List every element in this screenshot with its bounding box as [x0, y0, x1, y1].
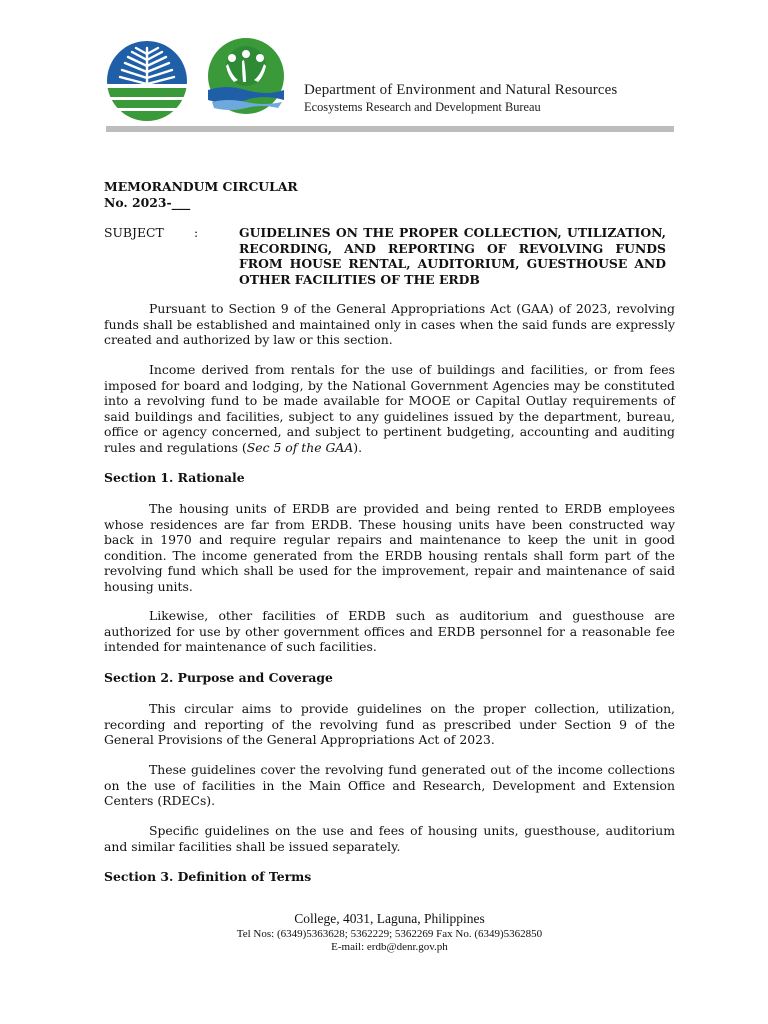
section-3-heading: Section 3. Definition of Terms [104, 869, 312, 884]
header-divider [106, 126, 674, 132]
erdb-logo-icon [204, 36, 288, 116]
paragraph-income [104, 362, 675, 456]
letterhead [104, 34, 674, 138]
paragraph-gaa: Pursuant to Section 9 of the General Appropriations Act (GAA) of 2023, revolving funds shall be established and maintained only in cases when the said funds are expressly created and authorized by law or this section. [104, 301, 675, 348]
footer-email: E-mail: erdb@denr.gov.ph [331, 941, 448, 953]
gaa-reference: Sec 5 of the GAA [246, 439, 354, 455]
section-2-paragraph-3: Specific guidelines on the use and fees of housing units, guesthouse, auditorium and similar facilities shall be issued separately. [104, 823, 675, 854]
paragraph-income-end: ). [353, 439, 363, 455]
subject-colon: : [194, 225, 199, 240]
memo-number: No. 2023-___ [104, 194, 191, 210]
footer-address: College, 4031, Laguna, Philippines [294, 911, 485, 926]
bureau-name: Ecosystems Research and Development Bureau [304, 100, 541, 114]
memo-line1: MEMORANDUM CIRCULAR [104, 179, 298, 194]
section-2-heading: Section 2. Purpose and Coverage [104, 670, 333, 685]
section-2-paragraph-2: These guidelines cover the revolving fund generated out of the income collections on the use of facilities in the Main Office and Research, Development and Extension Centers (RDECs). [104, 762, 675, 809]
agency-block [304, 82, 617, 115]
subject-text: GUIDELINES ON THE PROPER COLLECTION, UTILIZATION, RECORDING, AND REPORTING OF REVOLVING FUNDS FROM HOUSE RENTAL, AUDITORIUM, GUESTHOUSE AND OTHER FACILITIES OF THE ERDB [239, 225, 666, 287]
agency-name: Department of Environment and Natural Resources [304, 82, 618, 98]
section-1-paragraph-2: Likewise, other facilities of ERDB such as auditorium and guesthouse are authorized for use by other government offices and ERDB personnel for a reasonable fee intended for maintenance of such facilities. [104, 608, 675, 655]
footer-phones: Tel Nos: (6349)5363628; 5362229; 5362269 Fax No. (6349)5362850 [236, 928, 543, 940]
section-1-paragraph-1: The housing units of ERDB are provided and being rented to ERDB employees whose residences are far from ERDB. These housing units have been constructed way back in 1970 and require regular repairs and maintenance to keep the unit in good condition. The income generated from the ERDB housing rentals shall form part of the revolving fund which shall be used for the improvement, repair and maintenance of said housing units. [104, 501, 675, 594]
section-1-heading: Section 1. Rationale [104, 470, 245, 485]
denr-logo-icon [106, 40, 188, 122]
memo-title [104, 179, 675, 210]
paragraph-income-text: Income derived from rentals for the use of buildings and facilities, or from fees imposed for board and lodging, by the National Government Agencies may be constituted into a revolving fund to be made available for MOOE or Capital Outlay requirements of said buildings and facilities, subject to any guidelines issued by the department, bureau, office or agency concerned, and subject to pertinent budgeting, accounting and auditing rules and regulations ( [104, 362, 675, 455]
section-2-paragraph-1: This circular aims to provide guidelines on the proper collection, utilization, recording and reporting of the revolving fund as prescribed under Section 9 of the General Provisions of the General Appropriations Act of 2023. [104, 701, 675, 748]
subject-label: SUBJECT [104, 225, 164, 240]
